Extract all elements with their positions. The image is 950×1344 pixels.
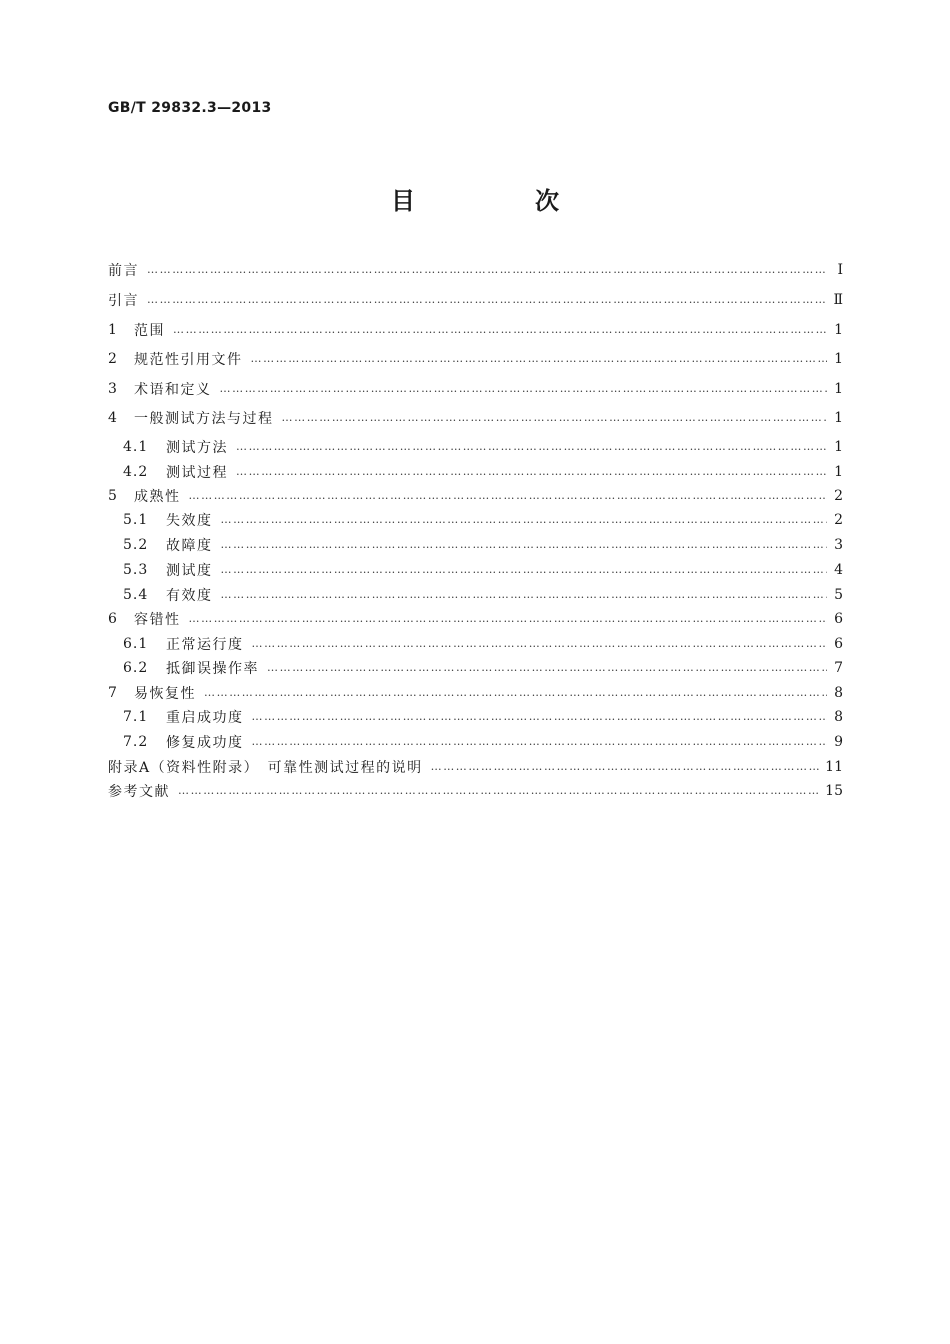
toc-entry-number: 4 [108,410,118,426]
toc-entry-page: 1 [834,464,843,480]
toc-entry-number: 7 [108,685,118,701]
toc-leader-dots [267,661,827,674]
toc-entry-label: 故障度 [166,538,213,554]
toc-entry-label: 失效度 [166,513,213,529]
toc-leader-dots [221,588,828,601]
toc-entry-label: 术语和定义 [134,382,212,398]
toc-entry-number: 4.2 [123,464,149,480]
toc-leader-dots [147,293,827,306]
toc-entry-number: 5 [108,488,118,504]
page-title: 目 次 [391,187,607,215]
toc-entry-label: 范围 [134,323,165,339]
toc-entry-label: 测试过程 [166,465,228,481]
toc-entry-page: 15 [825,783,843,799]
toc-entry-number: 7.1 [123,709,149,725]
toc-entry-page: 1 [834,439,843,455]
toc-leader-dots [221,563,828,576]
toc-entry-number: 6.2 [123,660,149,676]
toc-entry-number: 2 [108,351,118,367]
toc-entry-page: 1 [834,351,843,367]
toc-entry-3[interactable] [108,378,843,400]
toc-entry-page: 8 [834,709,843,725]
toc-entry-page: 1 [834,381,843,397]
toc-entry-4-2[interactable] [108,461,843,483]
toc-entry-references[interactable] [108,780,843,802]
toc-entry-label: 测试度 [166,563,213,579]
toc-entry-label: 一般测试方法与过程 [134,411,274,427]
toc-entry-number: 5.3 [123,562,149,578]
toc-leader-dots [221,513,828,526]
toc-entry-page: 6 [834,636,843,652]
standard-code: GB/T 29832.3—2013 [108,100,272,116]
toc-entry-7-2[interactable] [108,731,843,753]
toc-leader-dots [252,637,828,650]
toc-entry-page: Ⅱ [833,292,843,308]
toc-entry-number: 4.1 [123,439,149,455]
toc-entry-label: 修复成功度 [166,735,244,751]
toc-entry-page: Ⅰ [837,262,843,278]
toc-entry-5-1[interactable] [108,509,843,531]
toc-leader-dots [147,263,827,276]
toc-entry-page: 2 [834,512,843,528]
toc-leader-dots [251,352,828,365]
toc-entry-4-1[interactable] [108,436,843,458]
toc-leader-dots [189,489,828,502]
toc-entry-label: 规范性引用文件 [134,352,243,368]
toc-entry-7[interactable] [108,682,843,704]
toc-entry-page: 7 [834,660,843,676]
toc-entry-introduction[interactable] [108,289,843,311]
toc-entry-page: 2 [834,488,843,504]
toc-entry-page: 1 [834,322,843,338]
toc-entry-label: 容错性 [134,612,181,628]
toc-entry-label: 有效度 [166,588,213,604]
toc-entry-page: 4 [834,562,843,578]
toc-entry-page: 6 [834,611,843,627]
toc-entry-number: 6.1 [123,636,149,652]
toc-entry-2[interactable] [108,348,843,370]
toc-entry-5[interactable] [108,485,843,507]
toc-entry-page: 8 [834,685,843,701]
toc-entry-number: 1 [108,322,118,338]
toc-entry-5-4[interactable] [108,584,843,606]
toc-leader-dots [173,323,827,336]
toc-entry-label: 引言 [108,293,139,309]
toc-entry-page: 11 [825,759,843,775]
toc-entry-appendix-a[interactable] [108,756,843,778]
toc-entry-label: 附录A（资料性附录） 可靠性测试过程的说明 [108,760,423,776]
toc-leader-dots [431,760,820,773]
toc-entry-6[interactable] [108,608,843,630]
toc-leader-dots [252,710,828,723]
toc-entry-1[interactable] [108,319,843,341]
toc-leader-dots [252,735,828,748]
toc-entry-number: 3 [108,381,118,397]
toc-leader-dots [189,612,828,625]
toc-entry-page: 1 [834,410,843,426]
toc-entry-label: 抵御误操作率 [166,661,259,677]
toc-entry-label: 易恢复性 [134,686,196,702]
toc-entry-label: 参考文献 [108,784,170,800]
toc-leader-dots [236,465,827,478]
toc-entry-label: 正常运行度 [166,637,244,653]
toc-entry-5-3[interactable] [108,559,843,581]
toc-leader-dots [178,784,819,797]
toc-entry-5-2[interactable] [108,534,843,556]
toc-leader-dots [236,440,827,453]
toc-entry-7-1[interactable] [108,706,843,728]
toc-entry-6-2[interactable] [108,657,843,679]
toc-entry-label: 前言 [108,263,139,279]
toc-entry-label: 重启成功度 [166,710,244,726]
toc-leader-dots [282,411,828,424]
toc-entry-6-1[interactable] [108,633,843,655]
toc-entry-preface[interactable] [108,259,843,281]
toc-entry-number: 5.4 [123,587,149,603]
toc-entry-page: 3 [834,537,843,553]
toc-leader-dots [204,686,827,699]
toc-entry-number: 5.2 [123,537,149,553]
toc-entry-number: 5.1 [123,512,149,528]
toc-entry-number: 6 [108,611,118,627]
toc-entry-label: 测试方法 [166,440,228,456]
toc-entry-page: 5 [834,587,843,603]
toc-leader-dots [220,382,828,395]
toc-entry-4[interactable] [108,407,843,429]
toc-leader-dots [221,538,828,551]
toc-entry-number: 7.2 [123,734,149,750]
toc-entry-page: 9 [834,734,843,750]
toc-entry-label: 成熟性 [134,489,181,505]
